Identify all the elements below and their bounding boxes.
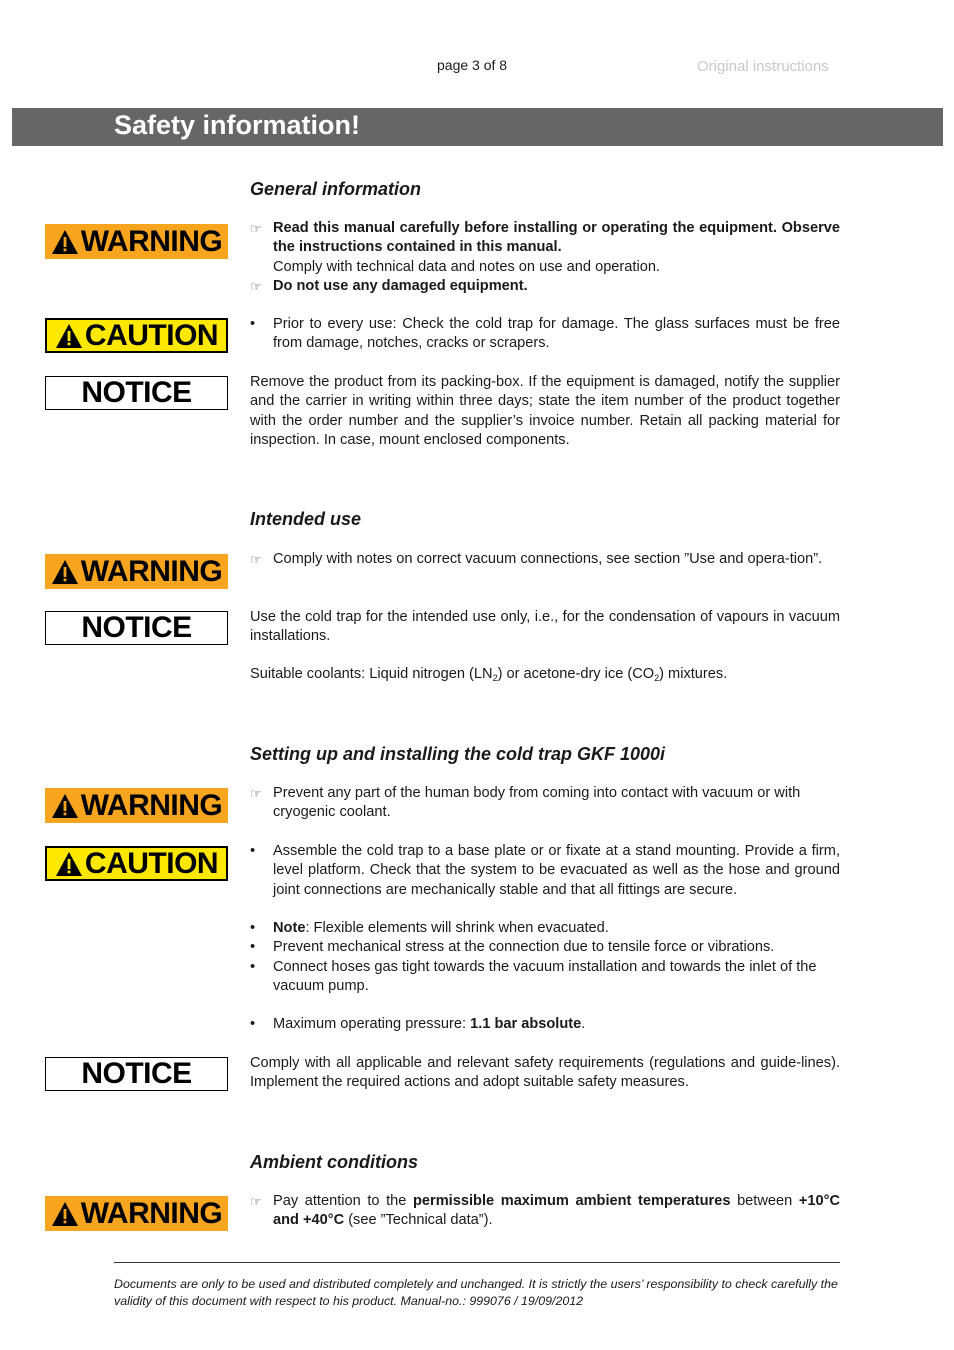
bullet: •: [250, 920, 256, 936]
warning-badge: [45, 224, 228, 259]
note-label: Note: [273, 920, 306, 936]
general-caution-1: Prior to every use: Check the cold trap for damage. The glass surfaces must be free from damage, notches, cracks or scrapers.: [273, 316, 840, 352]
notice-label: NOTICE: [81, 376, 192, 409]
warning-label: WARNING: [80, 1196, 223, 1230]
setup-warning-1: Prevent any part of the human body from coming into contact with vacuum or with cryogenic coolant.: [273, 785, 801, 821]
setup-caution-1: Assemble the cold trap to a base plate or or fixate at a stand mounting. Provide a firm, level platform. Check that the system to be evacuated as well as the hose and ground joint connections are mechanically stable and that all fittings are secure.: [273, 843, 840, 898]
intended-warning-1: Comply with notes on correct vacuum connections, see section ”Use and opera-tion”.: [273, 551, 823, 567]
warning-label: WARNING: [80, 788, 223, 822]
notice-label: NOTICE: [81, 1057, 192, 1090]
pointing-hand-icon: ☞: [250, 221, 262, 236]
warning-triangle-icon: [55, 323, 83, 349]
warning-label: WARNING: [80, 554, 223, 588]
max-pressure-text: • Maximum operating pressure: 1.1 bar absolute.: [250, 1015, 840, 1034]
section-banner: [12, 108, 943, 146]
notice-label: NOTICE: [81, 611, 192, 644]
bullet: •: [250, 958, 256, 975]
notice-badge: [45, 611, 228, 645]
general-caution-text: [250, 315, 840, 354]
warning-badge: [45, 554, 228, 589]
general-warning-text: [250, 219, 840, 296]
page-number: page 3 of 8: [437, 57, 508, 73]
warning-badge: [45, 1196, 228, 1231]
footer-disclaimer: Documents are only to be used and distributed completely and unchanged. It is strictly the users’ responsibility to check carefully the validity of this document with respect to his product. Manual-no.: 999076 / 19/09/2012: [114, 1277, 838, 1308]
general-warning-2: Do not use any damaged equipment.: [273, 277, 528, 294]
setup-bullet-list: [250, 919, 840, 996]
warning-triangle-icon: [55, 851, 83, 877]
heading-general-information: General information: [250, 179, 422, 199]
general-warning-1: Read this manual carefully before installing or operating the equipment. Observe the instructions contained in this manual.: [273, 220, 840, 256]
warning-triangle-icon: [51, 793, 79, 819]
note-text: : Flexible elements will shrink when evacuated.: [305, 920, 609, 936]
pointing-hand-icon: ☞: [250, 1194, 262, 1209]
pointing-hand-icon: ☞: [250, 552, 262, 567]
bullet: •: [250, 939, 256, 956]
warning-triangle-icon: [51, 559, 79, 585]
ambient-warning-text: ☞ Pay attention to the permissible maximum ambient temperatures between +10°C and +40°C (see ”Technical data”).: [250, 1193, 840, 1229]
general-warning-1b: Comply with technical data and notes on use and operation.: [273, 258, 660, 275]
max-pressure-value: 1.1 bar absolute: [470, 1016, 582, 1032]
bullet: •: [250, 843, 256, 859]
pointing-hand-icon: ☞: [250, 278, 262, 294]
original-instructions-label: Original instructions: [697, 58, 829, 75]
setup-bullet-3: Connect hoses gas tight towards the vacuum installation and towards the inlet of the vacuum pump.: [273, 958, 817, 994]
coolants-text: Suitable coolants: Liquid nitrogen $(LN_2)$ or acetone-dry ice $(CO_2)$ mixtures.: [250, 666, 728, 683]
footer-divider: [114, 1262, 840, 1263]
notice-badge: [45, 1057, 228, 1091]
heading-intended-use: Intended use: [250, 509, 362, 529]
notice-badge: [45, 376, 228, 410]
pointing-hand-icon: ☞: [250, 786, 262, 801]
bullet: •: [250, 1016, 256, 1032]
setup-notice-text: Comply with all applicable and relevant safety requirements (regulations and guide-lines). Implement the required actions and adopt suitable safety measures.: [250, 1055, 840, 1091]
caution-badge: [45, 318, 228, 353]
setup-warning-text: [250, 784, 840, 823]
warning-label: WARNING: [80, 224, 223, 258]
warning-triangle-icon: [51, 1201, 79, 1227]
general-notice-text: Remove the product from its packing-box. If the equipment is damaged, notify the supplier and the carrier in writing within three days; state the item number of the product together with the order number and the supplier’s invoice number. Retain all packing material for inspection. In case, mount enclosed components.: [250, 374, 840, 448]
caution-badge: [45, 846, 228, 881]
heading-ambient-conditions: Ambient conditions: [250, 1152, 418, 1172]
page-title: Safety information!: [114, 110, 361, 140]
intended-notice-text: Use the cold trap for the intended use only, i.e., for the condensation of vapours in vacuum installations.: [250, 609, 840, 645]
bullet: •: [250, 316, 256, 332]
setup-caution-text: [250, 842, 840, 900]
warning-badge: [45, 788, 228, 823]
warning-triangle-icon: [51, 229, 79, 255]
setup-bullet-2: Prevent mechanical stress at the connection due to tensile force or vibrations.: [273, 939, 775, 956]
heading-setting-up: Setting up and installing the cold trap GKF 1000i: [250, 744, 666, 764]
caution-label: CAUTION: [84, 318, 219, 352]
caution-label: CAUTION: [84, 846, 219, 880]
intended-warning-text: [250, 550, 840, 569]
